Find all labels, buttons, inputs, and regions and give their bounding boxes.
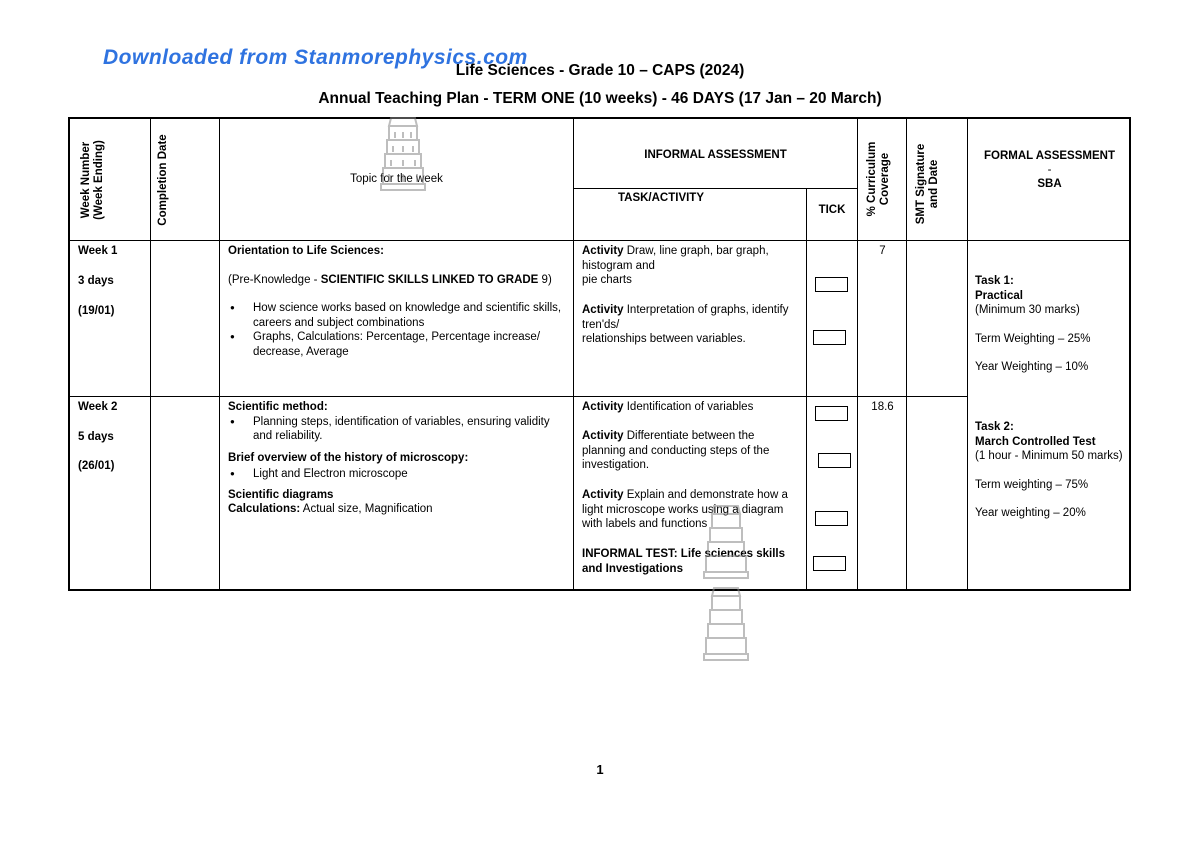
header-smt-signature: SMT Signature and Date xyxy=(915,143,940,225)
list-item: ● How science works based on knowledge and scientific skills, careers and subject combinations xyxy=(228,301,566,330)
header-topic: Topic for the week xyxy=(350,173,443,185)
week-1-topic: Orientation to Life Sciences: (Pre-Knowledge - SCIENTIFIC SKILLS LINKED TO GRADE 9) ● How science works based on knowledge and scientific skills, careers and subject combinations ● Graphs, Calculations: Percentage, Percentage increase/ decrease, Average xyxy=(228,244,566,359)
header-formal-assessment: FORMAL ASSESSMENT - SBA xyxy=(984,150,1115,190)
week-1-activity-1: Activity Draw, line graph, bar graph, histogram and pie charts xyxy=(582,245,769,286)
week-1-coverage: 7 xyxy=(879,245,886,257)
column-divider xyxy=(219,117,220,591)
column-divider xyxy=(806,188,807,591)
tick-checkbox[interactable] xyxy=(813,330,846,345)
week-2-activity-1: Activity Identification of variables xyxy=(582,401,754,413)
week-2-activity-3: Activity Explain and demonstrate how a light microscope works using a diagram with labels and functions xyxy=(582,489,788,530)
week-1-ending: (19/01) xyxy=(78,305,115,317)
week-2-formal-assessment: Task 2: March Controlled Test (1 hour - Minimum 50 marks) Term weighting – 75% Year weighting – 20% xyxy=(975,421,1123,519)
tick-checkbox[interactable] xyxy=(818,453,851,468)
week-2-days: 5 days xyxy=(78,431,114,443)
list-item: ● Planning steps, identification of variables, ensuring validity and reliability. xyxy=(228,415,566,444)
week-1-days: 3 days xyxy=(78,275,114,287)
column-divider xyxy=(857,117,858,591)
week-1-label: Week 1 xyxy=(78,245,118,257)
tower-logo-icon xyxy=(700,582,752,664)
header-completion-date: Completion Date xyxy=(157,134,169,226)
tick-checkbox[interactable] xyxy=(815,511,848,526)
list-item: ● Graphs, Calculations: Percentage, Percentage increase/ decrease, Average xyxy=(228,330,566,359)
document-subtitle: Annual Teaching Plan - TERM ONE (10 weeks) - 46 DAYS (17 Jan – 20 March) xyxy=(318,90,882,107)
watermark-text: Downloaded from Stanmorephysics.com xyxy=(103,46,528,69)
tower-logo-icon xyxy=(377,112,429,194)
week-1-formal-assessment: Task 1: Practical (Minimum 30 marks) Term Weighting – 25% Year Weighting – 10% xyxy=(975,275,1091,373)
week-2-informal-test: INFORMAL TEST: Life sciences skills and Investigations xyxy=(582,548,786,575)
tick-checkbox[interactable] xyxy=(815,406,848,421)
column-divider xyxy=(150,117,151,591)
week-2-coverage: 18.6 xyxy=(871,401,894,413)
week-2-topic: Scientific method: ● Planning steps, identification of variables, ensuring validity and reliability. Brief overview of the history of microscopy: ● Light and Electron microscope Scientific diagrams Calculations: Actual size, Magnification xyxy=(228,400,566,517)
tick-checkbox[interactable] xyxy=(815,277,848,292)
row-divider xyxy=(68,396,968,397)
week-2-label: Week 2 xyxy=(78,401,118,413)
row-divider xyxy=(573,188,857,189)
header-tick: TICK xyxy=(818,204,846,216)
header-informal-assessment: INFORMAL ASSESSMENT xyxy=(644,149,787,161)
week-2-ending: (26/01) xyxy=(78,460,115,472)
tick-checkbox[interactable] xyxy=(813,556,846,571)
week-1-activity-2: Activity Interpretation of graphs, identify tren'ds/ relationships between variables. xyxy=(582,304,789,345)
column-divider xyxy=(906,117,907,591)
document-title: Life Sciences - Grade 10 – CAPS (2024) xyxy=(455,62,745,79)
row-divider xyxy=(68,240,1131,241)
header-task-activity: TASK/ACTIVITY xyxy=(617,192,705,204)
page-number: 1 xyxy=(596,762,604,777)
tower-logo-icon xyxy=(700,500,752,582)
week-2-activity-2: Activity Differentiate between the planning and conducting steps of the investigation. xyxy=(582,430,770,471)
list-item: ● Light and Electron microscope xyxy=(228,467,566,482)
header-curriculum-coverage: % Curriculum Coverage xyxy=(866,141,891,217)
header-week-number: Week Number (Week Ending) xyxy=(80,140,105,220)
